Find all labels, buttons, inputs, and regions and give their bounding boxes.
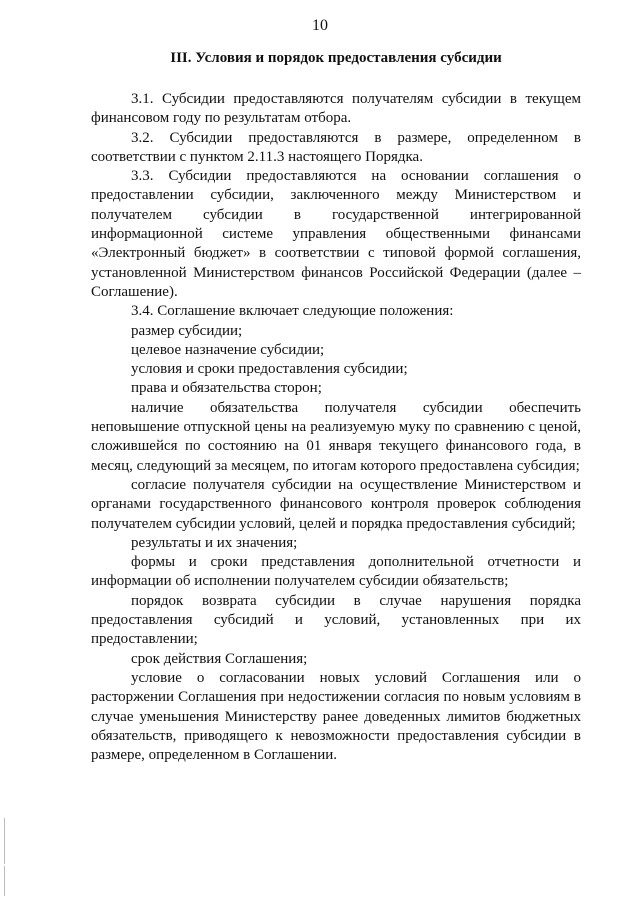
scan-margin-line <box>4 818 5 864</box>
section-title: III. Условия и порядок предоставления субсидии <box>170 50 502 66</box>
list-item: условие о согласовании новых условий Соглашения или о расторжении Соглашения при недостижении согласия по новым условиям в случае уменьшения Министерству ранее доведенных лимитов бюджетных обязательств, приводящего к невозможности предоставления субсидии в размере, определенном в Соглашении. <box>91 669 581 764</box>
list-item: порядок возврата субсидии в случае нарушения порядка предоставления субсидий и условий, установленных при их предоставлении; <box>91 592 581 648</box>
list-item: права и обязательства сторон; <box>131 380 322 397</box>
paragraph-3-2: 3.2. Субсидии предоставляются в размере, определенном в соответствии с пунктом 2.11.3 настоящего Порядка. <box>91 129 581 165</box>
scan-margin-line <box>4 866 5 896</box>
paragraph-3-1: 3.1. Субсидии предоставляются получателям субсидии в текущем финансовом году по результатам отбора. <box>91 91 581 127</box>
page-number: 10 <box>312 17 328 34</box>
list-item: целевое назначение субсидии; <box>131 341 325 358</box>
list-item: согласие получателя субсидии на осуществление Министерством и органами государственного финансового контроля проверок соблюдения получателем субсидии условий, целей и порядка предоставления субсидий; <box>91 476 581 532</box>
list-item: условия и сроки предоставления субсидии; <box>131 361 408 378</box>
list-item: результаты и их значения; <box>131 534 298 551</box>
document-body <box>91 90 581 765</box>
paragraph-3-3: 3.3. Субсидии предоставляются на основании соглашения о предоставлении субсидии, заключенного между Министерством и получателем субсидии в государственной интегрированной информационной системе управления общественными финансами «Электронный бюджет» в соответствии с типовой формой соглашения, установленной Министерством финансов Российской Федерации (далее – Соглашение). <box>91 168 581 300</box>
list-item: срок действия Соглашения; <box>131 650 308 667</box>
list-item: наличие обязательства получателя субсидии обеспечить неповышение отпускной цены на реализуемую муку по сравнению с ценой, сложившейся по состоянию на 01 января текущего финансового года, в месяц, следующий за месяцем, по итогам которого предоставлена субсидия; <box>91 399 581 474</box>
list-item: размер субсидии; <box>131 322 243 339</box>
list-item: формы и сроки представления дополнительной отчетности и информации об исполнении получателем субсидии обязательств; <box>91 554 581 590</box>
paragraph-3-4: 3.4. Соглашение включает следующие положения: <box>131 303 454 320</box>
